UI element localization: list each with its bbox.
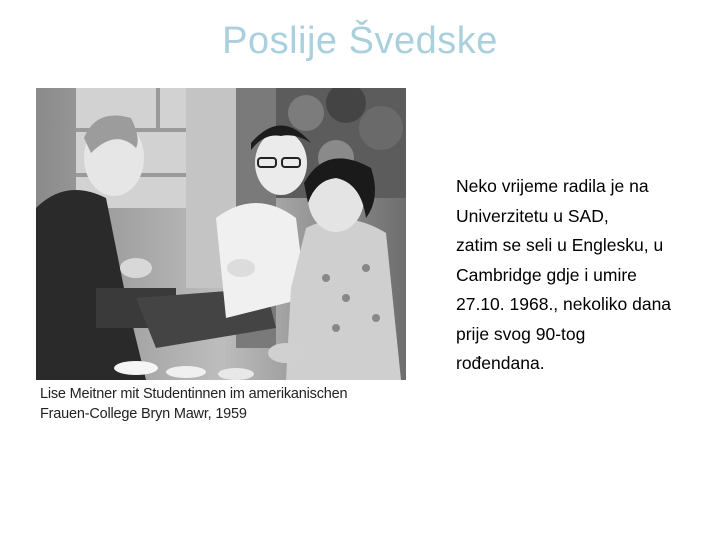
body-line: zatim se seli u Englesku, u: [456, 235, 664, 255]
body-line: 27.10. 1968., nekoliko dana: [456, 294, 672, 314]
body-line: rođendana.: [456, 353, 545, 373]
slide-title: Poslije Švedske: [222, 20, 498, 62]
photo-figure: [36, 88, 406, 424]
historical-photo: [36, 88, 406, 380]
caption-line: Frauen-College Bryn Mawr, 1959: [40, 406, 247, 422]
body-line: Neko vrijeme radila je na: [456, 176, 649, 196]
body-line: Univerzitetu u SAD,: [456, 205, 609, 226]
caption-line: Lise Meitner mit Studentinnen im amerikanischen: [40, 386, 348, 402]
body-text: [456, 172, 718, 379]
body-line: Cambridge gdje i umire: [456, 264, 637, 285]
body-line: prije svog 90-tog: [456, 323, 586, 344]
photo-caption: [40, 384, 404, 424]
